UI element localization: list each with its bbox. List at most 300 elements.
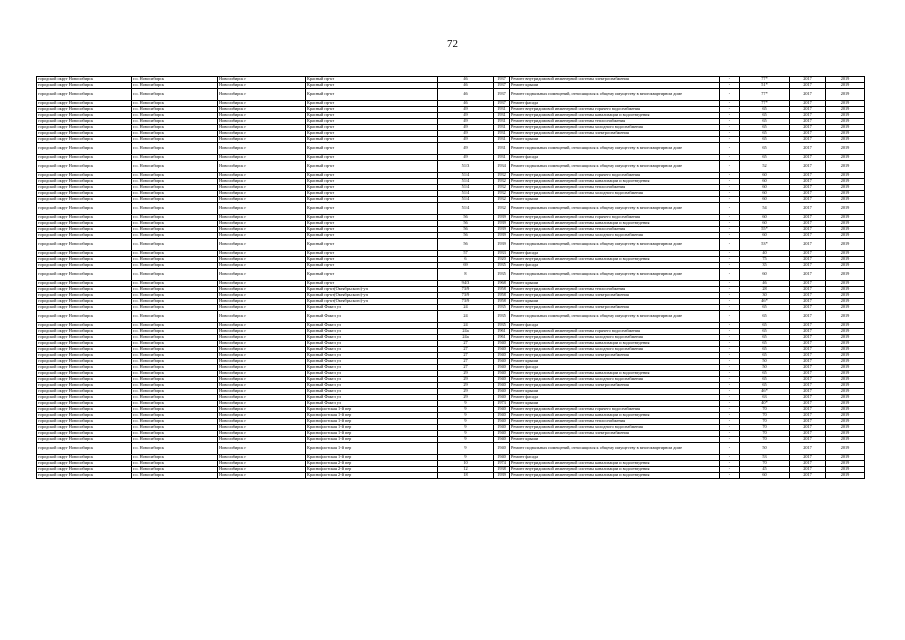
cell-y2: 2019 xyxy=(826,437,865,443)
table-row xyxy=(37,161,865,173)
cell-house: 9 xyxy=(438,413,494,419)
cell-work: Ремонт внутридомовой инженерной системы электроснабжения xyxy=(510,383,720,389)
cell-blank: - xyxy=(720,311,740,323)
cell-street: Красный пр-кт(Октябрьского)-уп xyxy=(306,293,438,299)
cell-street: Красный Факел ул xyxy=(306,353,438,359)
cell-cost: 65 xyxy=(740,353,790,359)
cell-y1: 2017 xyxy=(790,413,826,419)
cell-okrug: городской округ Новосибирск xyxy=(37,107,132,113)
cell-y2: 2019 xyxy=(826,467,865,473)
cell-oblast: г.о. Новосибирск xyxy=(132,155,218,161)
cell-y2: 2019 xyxy=(826,233,865,239)
cell-house: 51/3 xyxy=(438,161,494,173)
cell-okrug: городской округ Новосибирск xyxy=(37,215,132,221)
cell-blank: - xyxy=(720,287,740,293)
cell-work: Ремонт подвальных помещений, относящихся к общему имуществу в многоквартирном доме xyxy=(510,443,720,455)
cell-work: Ремонт фасада xyxy=(510,365,720,371)
cell-oblast: г.о. Новосибирск xyxy=(132,377,218,383)
cell-y1: 2017 xyxy=(790,407,826,413)
cell-okrug: городской округ Новосибирск xyxy=(37,443,132,455)
cell-house: 51/4 xyxy=(438,185,494,191)
cell-y1: 2017 xyxy=(790,113,826,119)
cell-street: Красный пр-кт(Октябрьского)-уп xyxy=(306,287,438,293)
cell-cost: 65 xyxy=(740,335,790,341)
cell-cost: 52 xyxy=(740,161,790,173)
cell-work: Ремонт подвальных помещений, относящихся к общему имуществу в многоквартирном доме xyxy=(510,161,720,173)
cell-street: Красный пр-кт xyxy=(306,197,438,203)
cell-oblast: г.о. Новосибирск xyxy=(132,125,218,131)
cell-work: Ремонт внутридомовой инженерной системы горячего водоснабжения xyxy=(510,329,720,335)
cell-street: Красный пр-кт xyxy=(306,173,438,179)
cell-city: Новосибирск г xyxy=(218,215,306,221)
cell-city: Новосибирск г xyxy=(218,143,306,155)
cell-work: Ремонт крыши xyxy=(510,137,720,143)
table-row xyxy=(37,203,865,215)
cell-y1: 2017 xyxy=(790,323,826,329)
cell-city: Новосибирск г xyxy=(218,305,306,311)
cell-oblast: г.о. Новосибирск xyxy=(132,353,218,359)
cell-year: 1935 xyxy=(494,269,510,281)
cell-year: 1939 xyxy=(494,221,510,227)
cell-house: 46 xyxy=(438,89,494,101)
cell-house: 94/3 xyxy=(438,281,494,287)
cell-street: Красный пр-кт xyxy=(306,203,438,215)
cell-year: 1935 xyxy=(494,305,510,311)
cell-y1: 2017 xyxy=(790,77,826,83)
cell-y2: 2019 xyxy=(826,389,865,395)
cell-y1: 2017 xyxy=(790,353,826,359)
cell-y2: 2019 xyxy=(826,395,865,401)
cell-y2: 2019 xyxy=(826,179,865,185)
cell-blank: - xyxy=(720,227,740,233)
cell-y2: 2019 xyxy=(826,221,865,227)
cell-street: Красный пр-кт xyxy=(306,77,438,83)
cell-city: Новосибирск г xyxy=(218,389,306,395)
cell-year: 1932 xyxy=(494,173,510,179)
cell-year: 1940 xyxy=(494,389,510,395)
cell-cost: 77* xyxy=(740,101,790,107)
cell-y1: 2017 xyxy=(790,107,826,113)
cell-oblast: г.о. Новосибирск xyxy=(132,257,218,263)
cell-oblast: г.о. Новосибирск xyxy=(132,131,218,137)
cell-house: 9 xyxy=(438,437,494,443)
cell-cost: 65 xyxy=(740,383,790,389)
cell-city: Новосибирск г xyxy=(218,239,306,251)
cell-work: Ремонт крыши xyxy=(510,83,720,89)
cell-oblast: г.о. Новосибирск xyxy=(132,173,218,179)
cell-house: 6 xyxy=(438,257,494,263)
cell-city: Новосибирск г xyxy=(218,329,306,335)
cell-y1: 2017 xyxy=(790,227,826,233)
cell-city: Новосибирск г xyxy=(218,179,306,185)
cell-street: Красный пр-кт xyxy=(306,83,438,89)
cell-y1: 2017 xyxy=(790,161,826,173)
cell-work: Ремонт внутридомовой инженерной системы теплоснабжения xyxy=(510,185,720,191)
cell-cost: 65 xyxy=(740,113,790,119)
cell-year: 1937 xyxy=(494,77,510,83)
cell-house: 49 xyxy=(438,125,494,131)
cell-year: 1940 xyxy=(494,365,510,371)
cell-work: Ремонт внутридомовой инженерной системы горячего водоснабжения xyxy=(510,407,720,413)
cell-year: 1931 xyxy=(494,119,510,125)
cell-year: 1937 xyxy=(494,101,510,107)
cell-okrug: городской округ Новосибирск xyxy=(37,251,132,257)
cell-year: 1931 xyxy=(494,113,510,119)
cell-oblast: г.о. Новосибирск xyxy=(132,347,218,353)
cell-blank: - xyxy=(720,377,740,383)
cell-y2: 2019 xyxy=(826,185,865,191)
cell-street: Красный Факел ул xyxy=(306,383,438,389)
cell-city: Новосибирск г xyxy=(218,77,306,83)
cell-blank: - xyxy=(720,113,740,119)
cell-blank: - xyxy=(720,293,740,299)
cell-y2: 2019 xyxy=(826,155,865,161)
cell-street: Красный пр-кт xyxy=(306,143,438,155)
cell-year: 1973 xyxy=(494,401,510,407)
cell-cost: 70 xyxy=(740,431,790,437)
cell-y2: 2019 xyxy=(826,425,865,431)
cell-street: Красный Факел ул xyxy=(306,329,438,335)
cell-oblast: г.о. Новосибирск xyxy=(132,341,218,347)
cell-y2: 2019 xyxy=(826,365,865,371)
cell-y1: 2017 xyxy=(790,101,826,107)
cell-cost: 40 xyxy=(740,251,790,257)
cell-city: Новосибирск г xyxy=(218,473,306,479)
cell-cost: 65 xyxy=(740,131,790,137)
cell-y2: 2019 xyxy=(826,203,865,215)
cell-year: 1940 xyxy=(494,425,510,431)
cell-city: Новосибирск г xyxy=(218,251,306,257)
cell-okrug: городской округ Новосибирск xyxy=(37,311,132,323)
cell-y1: 2017 xyxy=(790,365,826,371)
cell-street: Краснофлотская 1-й пер xyxy=(306,419,438,425)
cell-oblast: г.о. Новосибирск xyxy=(132,161,218,173)
cell-street: Красный Факел ул xyxy=(306,371,438,377)
cell-y2: 2019 xyxy=(826,329,865,335)
cell-oblast: г.о. Новосибирск xyxy=(132,323,218,329)
cell-house: 24а xyxy=(438,329,494,335)
cell-house: 27 xyxy=(438,353,494,359)
cell-city: Новосибирск г xyxy=(218,311,306,323)
cell-okrug: городской округ Новосибирск xyxy=(37,365,132,371)
cell-city: Новосибирск г xyxy=(218,419,306,425)
cell-work: Ремонт фасада xyxy=(510,251,720,257)
cell-okrug: городской округ Новосибирск xyxy=(37,227,132,233)
cell-okrug: городской округ Новосибирск xyxy=(37,473,132,479)
cell-okrug: городской округ Новосибирск xyxy=(37,113,132,119)
cell-year: 1940 xyxy=(494,377,510,383)
capital-repair-table xyxy=(36,76,865,479)
cell-cost: 65 xyxy=(740,341,790,347)
cell-house: 29 xyxy=(438,395,494,401)
cell-y1: 2017 xyxy=(790,419,826,425)
cell-work: Ремонт фасада xyxy=(510,455,720,461)
cell-work: Ремонт внутридомовой инженерной системы канализации и водоотведения xyxy=(510,221,720,227)
cell-work: Ремонт подвальных помещений, относящихся к общему имуществу в многоквартирном доме xyxy=(510,269,720,281)
cell-house: 51/4 xyxy=(438,197,494,203)
cell-street: Красный Факел ул xyxy=(306,377,438,383)
cell-house: 9 xyxy=(438,425,494,431)
cell-house: 73/9 xyxy=(438,299,494,305)
cell-cost: 70 xyxy=(740,407,790,413)
cell-city: Новосибирск г xyxy=(218,383,306,389)
cell-y2: 2019 xyxy=(826,353,865,359)
cell-y2: 2019 xyxy=(826,83,865,89)
cell-street: Краснофлотская 1-й пер xyxy=(306,431,438,437)
cell-y2: 2019 xyxy=(826,461,865,467)
cell-y2: 2019 xyxy=(826,443,865,455)
cell-y2: 2019 xyxy=(826,251,865,257)
cell-blank: - xyxy=(720,257,740,263)
cell-y1: 2017 xyxy=(790,395,826,401)
cell-y1: 2017 xyxy=(790,311,826,323)
cell-year: 1933 xyxy=(494,251,510,257)
cell-cost: 65 xyxy=(740,125,790,131)
cell-house: 51/4 xyxy=(438,179,494,185)
cell-city: Новосибирск г xyxy=(218,101,306,107)
cell-blank: - xyxy=(720,161,740,173)
cell-y1: 2017 xyxy=(790,239,826,251)
cell-blank: - xyxy=(720,269,740,281)
cell-okrug: городской округ Новосибирск xyxy=(37,425,132,431)
cell-street: Красный пр-кт xyxy=(306,269,438,281)
cell-street: Краснофлотская 1-й пер xyxy=(306,437,438,443)
cell-street: Красный Факел ул xyxy=(306,359,438,365)
cell-house: 27 xyxy=(438,365,494,371)
cell-street: Красный пр-кт xyxy=(306,239,438,251)
cell-blank: - xyxy=(720,347,740,353)
cell-year: 1931 xyxy=(494,137,510,143)
cell-blank: - xyxy=(720,185,740,191)
cell-blank: - xyxy=(720,329,740,335)
cell-cost: 51* xyxy=(740,83,790,89)
cell-blank: - xyxy=(720,413,740,419)
cell-oblast: г.о. Новосибирск xyxy=(132,227,218,233)
cell-cost: 60 xyxy=(740,191,790,197)
cell-year: 1939 xyxy=(494,239,510,251)
cell-cost: 60 xyxy=(740,221,790,227)
cell-y1: 2017 xyxy=(790,305,826,311)
cell-year: 1940 xyxy=(494,413,510,419)
cell-y2: 2019 xyxy=(826,407,865,413)
cell-cost: 60 xyxy=(740,179,790,185)
cell-cost: 65 xyxy=(740,155,790,161)
cell-y1: 2017 xyxy=(790,359,826,365)
cell-cost: 46* xyxy=(740,389,790,395)
cell-blank: - xyxy=(720,155,740,161)
cell-cost: 70 xyxy=(740,461,790,467)
cell-y2: 2019 xyxy=(826,311,865,323)
cell-house: 27 xyxy=(438,347,494,353)
cell-year: 1935 xyxy=(494,263,510,269)
cell-blank: - xyxy=(720,131,740,137)
cell-okrug: городской округ Новосибирск xyxy=(37,263,132,269)
cell-oblast: г.о. Новосибирск xyxy=(132,137,218,143)
cell-y2: 2019 xyxy=(826,335,865,341)
cell-city: Новосибирск г xyxy=(218,281,306,287)
table-row xyxy=(37,311,865,323)
cell-y1: 2017 xyxy=(790,329,826,335)
cell-house: 27 xyxy=(438,341,494,347)
cell-y2: 2019 xyxy=(826,161,865,173)
cell-house: 9 xyxy=(438,401,494,407)
cell-oblast: г.о. Новосибирск xyxy=(132,365,218,371)
cell-oblast: г.о. Новосибирск xyxy=(132,191,218,197)
cell-oblast: г.о. Новосибирск xyxy=(132,413,218,419)
cell-cost: 46* xyxy=(740,299,790,305)
cell-work: Ремонт фасада xyxy=(510,323,720,329)
cell-house: 8 xyxy=(438,269,494,281)
cell-y2: 2019 xyxy=(826,125,865,131)
cell-house: 57 xyxy=(438,251,494,257)
cell-house: 56 xyxy=(438,227,494,233)
cell-city: Новосибирск г xyxy=(218,137,306,143)
cell-house: 49 xyxy=(438,113,494,119)
cell-blank: - xyxy=(720,89,740,101)
cell-oblast: г.о. Новосибирск xyxy=(132,185,218,191)
cell-work: Ремонт внутридомовой инженерной системы теплоснабжения xyxy=(510,287,720,293)
cell-oblast: г.о. Новосибирск xyxy=(132,329,218,335)
cell-house: 46 xyxy=(438,83,494,89)
cell-okrug: городской округ Новосибирск xyxy=(37,455,132,461)
cell-oblast: г.о. Новосибирск xyxy=(132,251,218,257)
cell-blank: - xyxy=(720,335,740,341)
cell-street: Красный пр-кт xyxy=(306,215,438,221)
cell-house: 56 xyxy=(438,239,494,251)
cell-house: 24 xyxy=(438,311,494,323)
cell-okrug: городской округ Новосибирск xyxy=(37,419,132,425)
cell-city: Новосибирск г xyxy=(218,263,306,269)
cell-oblast: г.о. Новосибирск xyxy=(132,263,218,269)
cell-y2: 2019 xyxy=(826,413,865,419)
cell-house: 51/4 xyxy=(438,203,494,215)
cell-work: Ремонт крыши xyxy=(510,281,720,287)
cell-y2: 2019 xyxy=(826,377,865,383)
cell-street: Красный пр-кт xyxy=(306,221,438,227)
cell-y1: 2017 xyxy=(790,185,826,191)
cell-y1: 2017 xyxy=(790,197,826,203)
cell-cost: 65 xyxy=(740,305,790,311)
cell-okrug: городской округ Новосибирск xyxy=(37,377,132,383)
cell-city: Новосибирск г xyxy=(218,347,306,353)
cell-oblast: г.о. Новосибирск xyxy=(132,359,218,365)
cell-y1: 2017 xyxy=(790,293,826,299)
cell-okrug: городской округ Новосибирск xyxy=(37,77,132,83)
cell-cost: 75 xyxy=(740,257,790,263)
cell-blank: - xyxy=(720,323,740,329)
cell-blank: - xyxy=(720,125,740,131)
table-row xyxy=(37,269,865,281)
cell-city: Новосибирск г xyxy=(218,191,306,197)
cell-cost: 70 xyxy=(740,437,790,443)
cell-house: 24 xyxy=(438,305,494,311)
cell-y2: 2019 xyxy=(826,473,865,479)
cell-house: 29 xyxy=(438,371,494,377)
cell-work: Ремонт внутридомовой инженерной системы холодного водоснабжения xyxy=(510,347,720,353)
cell-y2: 2019 xyxy=(826,341,865,347)
cell-y1: 2017 xyxy=(790,203,826,215)
cell-oblast: г.о. Новосибирск xyxy=(132,467,218,473)
cell-oblast: г.о. Новосибирск xyxy=(132,419,218,425)
cell-oblast: г.о. Новосибирск xyxy=(132,143,218,155)
cell-cost: 35 xyxy=(740,263,790,269)
cell-street: Красный пр-кт xyxy=(306,257,438,263)
cell-house: 69 xyxy=(438,263,494,269)
cell-blank: - xyxy=(720,395,740,401)
cell-oblast: г.о. Новосибирск xyxy=(132,335,218,341)
cell-y1: 2017 xyxy=(790,443,826,455)
cell-blank: - xyxy=(720,359,740,365)
cell-city: Новосибирск г xyxy=(218,395,306,401)
cell-y1: 2017 xyxy=(790,347,826,353)
cell-year: 1939 xyxy=(494,215,510,221)
cell-y1: 2017 xyxy=(790,383,826,389)
cell-house: 56 xyxy=(438,233,494,239)
cell-blank: - xyxy=(720,191,740,197)
cell-y2: 2019 xyxy=(826,173,865,179)
cell-year: 1931 xyxy=(494,131,510,137)
table-row xyxy=(37,473,865,479)
cell-street: Краснофлотская 1-й пер xyxy=(306,455,438,461)
cell-blank: - xyxy=(720,353,740,359)
cell-house: 56 xyxy=(438,221,494,227)
cell-cost: 65 xyxy=(740,143,790,155)
cell-cost: 65 xyxy=(740,311,790,323)
cell-cost: 60 xyxy=(740,173,790,179)
cell-work: Ремонт внутридомовой инженерной системы электроснабжения xyxy=(510,353,720,359)
cell-street: Красный пр-кт(Октябрьского)-уп xyxy=(306,299,438,305)
cell-y1: 2017 xyxy=(790,371,826,377)
cell-cost: 77* xyxy=(740,77,790,83)
cell-city: Новосибирск г xyxy=(218,431,306,437)
cell-street: Красный Факел ул xyxy=(306,311,438,323)
cell-okrug: городской округ Новосибирск xyxy=(37,341,132,347)
cell-cost: 30 xyxy=(740,293,790,299)
cell-year: 1940 xyxy=(494,353,510,359)
cell-work: Ремонт внутридомовой инженерной системы холодного водоснабжения xyxy=(510,425,720,431)
cell-blank: - xyxy=(720,143,740,155)
cell-blank: - xyxy=(720,383,740,389)
cell-street: Красный пр-кт xyxy=(306,251,438,257)
cell-city: Новосибирск г xyxy=(218,131,306,137)
cell-y1: 2017 xyxy=(790,341,826,347)
cell-okrug: городской округ Новосибирск xyxy=(37,389,132,395)
cell-cost: 60 xyxy=(740,473,790,479)
cell-year: 1932 xyxy=(494,185,510,191)
cell-year: 1939 xyxy=(494,473,510,479)
cell-okrug: городской округ Новосибирск xyxy=(37,281,132,287)
cell-blank: - xyxy=(720,215,740,221)
cell-okrug: городской округ Новосибирск xyxy=(37,83,132,89)
cell-y1: 2017 xyxy=(790,143,826,155)
cell-work: Ремонт внутридомовой инженерной системы горячего водоснабжения xyxy=(510,107,720,113)
cell-blank: - xyxy=(720,299,740,305)
cell-street: Красный Факел ул xyxy=(306,347,438,353)
cell-okrug: городской округ Новосибирск xyxy=(37,221,132,227)
cell-oblast: г.о. Новосибирск xyxy=(132,287,218,293)
cell-blank: - xyxy=(720,101,740,107)
cell-work: Ремонт внутридомовой инженерной системы теплоснабжения xyxy=(510,227,720,233)
cell-y1: 2017 xyxy=(790,431,826,437)
cell-city: Новосибирск г xyxy=(218,365,306,371)
cell-blank: - xyxy=(720,203,740,215)
cell-oblast: г.о. Новосибирск xyxy=(132,281,218,287)
cell-y1: 2017 xyxy=(790,335,826,341)
cell-oblast: г.о. Новосибирск xyxy=(132,395,218,401)
cell-blank: - xyxy=(720,365,740,371)
cell-y1: 2017 xyxy=(790,215,826,221)
cell-y1: 2017 xyxy=(790,257,826,263)
